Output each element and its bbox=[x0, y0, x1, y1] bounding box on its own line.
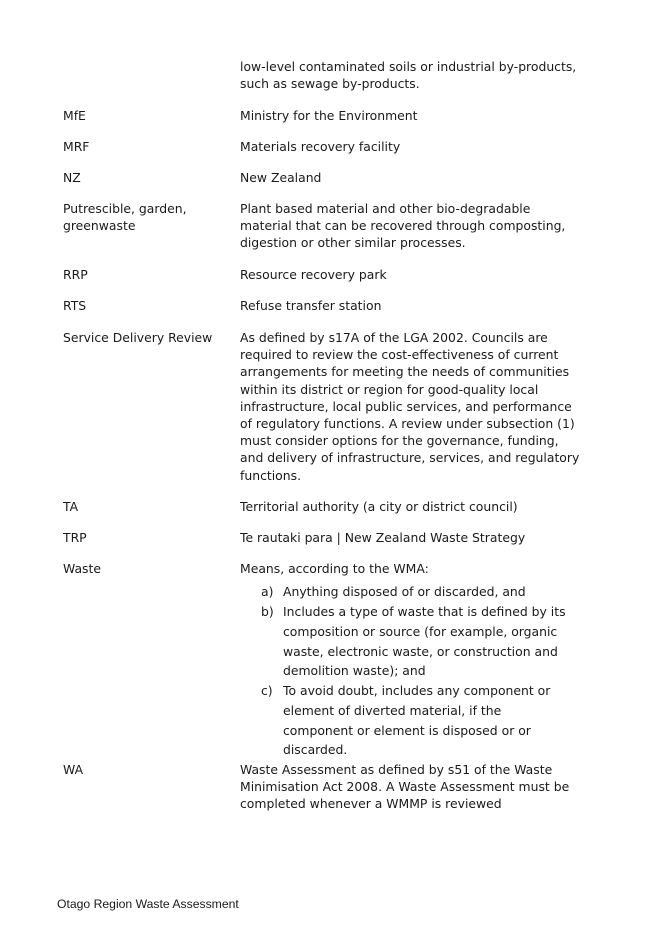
definition-rts: Refuse transfer station bbox=[240, 298, 382, 313]
definition-rrp: Resource recovery park bbox=[240, 267, 387, 282]
term-mrf: MRF bbox=[63, 139, 90, 154]
term-mfe: MfE bbox=[63, 108, 86, 123]
list-marker: c) bbox=[261, 683, 273, 698]
definition-nz: New Zealand bbox=[240, 170, 322, 185]
definition-mrf: Materials recovery facility bbox=[240, 139, 401, 154]
term-rts: RTS bbox=[63, 298, 87, 313]
list-text: To avoid doubt, includes any component or element of diverted material, if the component or element is disposed or or discarded. bbox=[283, 683, 551, 758]
continued-definition: low-level contaminated soils or industrial by-products, such as sewage by-products. bbox=[240, 59, 577, 92]
term-ta: TA bbox=[63, 499, 79, 514]
definition-mfe: Ministry for the Environment bbox=[240, 108, 418, 123]
definition-ta: Territorial authority (a city or district council) bbox=[240, 499, 518, 514]
term-service-delivery-review: Service Delivery Review bbox=[63, 330, 213, 345]
term-putrescible: Putrescible, garden, greenwaste bbox=[63, 201, 187, 234]
page-footer: Otago Region Waste Assessment bbox=[57, 897, 239, 911]
definition-service-delivery-review: As defined by s17A of the LGA 2002. Councils are required to review the cost-effectiveness of current arrangements for meeting the needs of communities within its district or region for good-quality local infrastructure, local public services, and performance of regulatory functions. A review under subsection (1) must consider options for the governance, funding, and delivery of infrastructure, services, and regulatory functions. bbox=[240, 330, 580, 483]
list-marker: a) bbox=[261, 584, 274, 599]
term-rrp: RRP bbox=[63, 267, 88, 282]
definition-wa: Waste Assessment as defined by s51 of the Waste Minimisation Act 2008. A Waste Assessment must be completed whenever a WMMP is reviewed bbox=[240, 762, 570, 812]
term-trp: TRP bbox=[63, 530, 87, 545]
definition-waste: Means, according to the WMA: bbox=[240, 561, 429, 576]
term-waste: Waste bbox=[63, 561, 101, 576]
term-nz: NZ bbox=[63, 170, 81, 185]
definition-trp: Te rautaki para | New Zealand Waste Strategy bbox=[240, 530, 526, 545]
term-wa: WA bbox=[63, 762, 84, 777]
list-text: Includes a type of waste that is defined by its composition or source (for example, organic waste, electronic waste, or construction and demolition waste); and bbox=[283, 604, 566, 679]
list-text: Anything disposed of or discarded, and bbox=[283, 584, 526, 599]
list-marker: b) bbox=[261, 604, 274, 619]
definition-putrescible: Plant based material and other bio-degradable material that can be recovered through composting, digestion or other similar processes. bbox=[240, 201, 566, 251]
